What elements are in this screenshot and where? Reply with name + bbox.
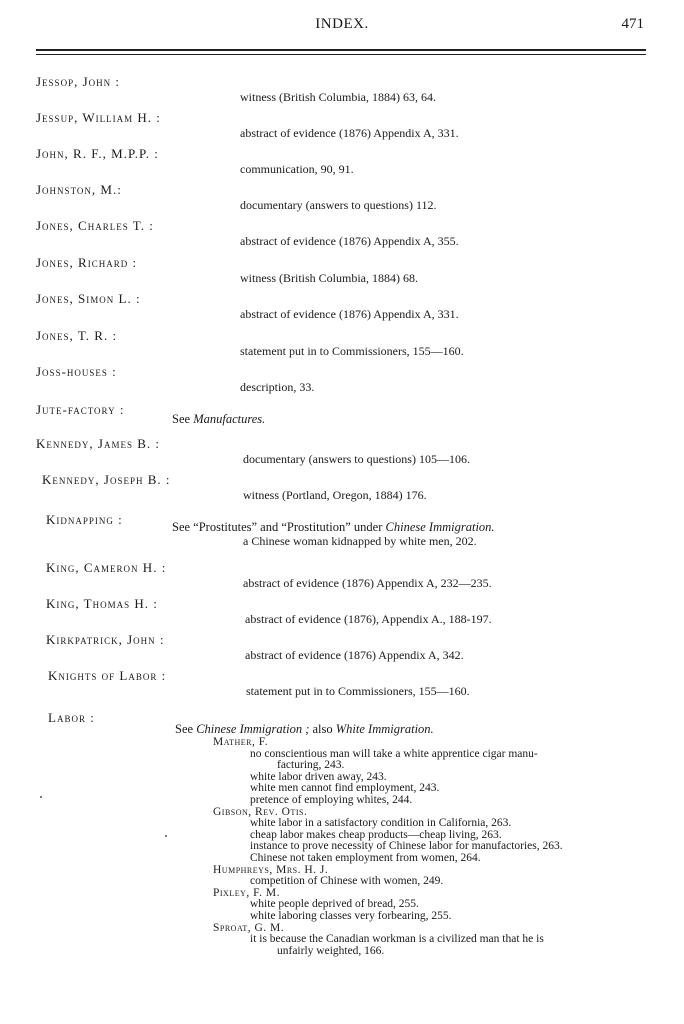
labor-witness-name: Sproat, G. M. bbox=[213, 921, 285, 934]
see-prefix: See bbox=[175, 722, 197, 736]
index-entry bbox=[0, 436, 684, 476]
entry-ref: statement put in to Commissioners, 155—160. bbox=[246, 684, 470, 698]
labor-subentry: white men cannot find employment, 243. bbox=[250, 782, 440, 795]
entry-name: Jones, Richard : bbox=[36, 255, 138, 270]
labor-subentry: it is because the Canadian workman is a civilized man that he is bbox=[250, 933, 544, 946]
entry-name: Kirkpatrick, John : bbox=[46, 632, 165, 647]
entry-ref: abstract of evidence (1876), Appendix A., 188-197. bbox=[245, 612, 492, 626]
labor-subentry: unfairly weighted, 166. bbox=[277, 944, 385, 957]
index-entry bbox=[0, 364, 684, 404]
see-reference bbox=[175, 722, 434, 737]
labor-subentry: competition of Chinese with women, 249. bbox=[250, 875, 444, 888]
entry-name: Kennedy, Joseph B. : bbox=[42, 472, 171, 487]
labor-subentry: instance to prove necessity of Chinese labor for manufactories, 263. bbox=[250, 840, 563, 853]
entry-name: Joss-houses : bbox=[36, 364, 117, 379]
entry-name: Jones, Charles T. : bbox=[36, 218, 154, 233]
entry-name: John, R. F., M.P.P. : bbox=[36, 146, 159, 161]
labor-subentry: cheap labor makes cheap products—cheap living, 263. bbox=[250, 828, 502, 841]
entry-name: King, Cameron H. : bbox=[46, 560, 167, 575]
entry-name: Johnston, M.: bbox=[36, 182, 122, 197]
entry-ref: abstract of evidence (1876) Appendix A, 342. bbox=[245, 648, 464, 662]
labor-subentry: facturing, 243. bbox=[277, 759, 345, 772]
see-target: Manufactures. bbox=[193, 412, 266, 426]
labor-subentry: white laboring classes very forbearing, 255. bbox=[250, 910, 452, 922]
index-entry bbox=[0, 596, 684, 636]
index-entry bbox=[0, 632, 684, 672]
entry-name: Knights of Labor : bbox=[48, 668, 167, 683]
labor-subentry: white people deprived of bread, 255. bbox=[250, 898, 419, 911]
entry-name: Jute-factory : bbox=[36, 402, 125, 417]
labor-subentry: white labor in a satisfactory condition in California, 263. bbox=[250, 817, 512, 830]
index-entry bbox=[0, 291, 684, 331]
labor-witness-name: Pixley, F. M. bbox=[213, 886, 280, 899]
entry-name: Kidnapping : bbox=[46, 512, 123, 527]
entry-ref: witness (Portland, Oregon, 1884) 176. bbox=[243, 488, 427, 502]
entry-ref: documentary (answers to questions) 105—106. bbox=[243, 452, 470, 466]
entry-name: Jessup, William H. : bbox=[36, 110, 161, 125]
index-entry bbox=[0, 218, 684, 258]
labor-subentry: Chinese not taken employment from women, 264. bbox=[250, 852, 481, 864]
see-target: White Immigration. bbox=[335, 722, 434, 736]
entry-ref: documentary (answers to questions) 112. bbox=[240, 198, 437, 212]
scan-speck bbox=[165, 835, 167, 837]
index-entry bbox=[0, 182, 684, 222]
entry-ref: abstract of evidence (1876) Appendix A, 331. bbox=[240, 307, 459, 321]
labor-witness-name: Mather, F. bbox=[213, 736, 269, 748]
see-reference bbox=[172, 412, 265, 427]
index-entry bbox=[0, 560, 684, 600]
labor-witness-name: Humphreys, Mrs. H. J. bbox=[213, 863, 329, 876]
entry-ref: witness (British Columbia, 1884) 68. bbox=[240, 271, 418, 285]
see-connector: also bbox=[309, 722, 336, 736]
header-rule-thin bbox=[36, 54, 646, 55]
header-rule-thick bbox=[36, 49, 646, 51]
entry-name: Labor : bbox=[48, 710, 95, 725]
scan-speck bbox=[40, 796, 42, 798]
index-entry bbox=[0, 668, 684, 708]
entry-name: Kennedy, James B. : bbox=[36, 436, 160, 451]
entry-ref: abstract of evidence (1876) Appendix A, 232—235. bbox=[243, 576, 492, 590]
index-entry bbox=[0, 328, 684, 368]
labor-subentry: pretence of employing whites, 244. bbox=[250, 794, 413, 806]
entry-name: Jones, Simon L. : bbox=[36, 291, 141, 306]
see-reference bbox=[172, 520, 495, 535]
index-entry bbox=[0, 146, 684, 186]
entry-ref: communication, 90, 91. bbox=[240, 162, 354, 176]
entry-ref: description, 33. bbox=[240, 380, 315, 394]
labor-witness-name: Gibson, Rev. Otis. bbox=[213, 805, 308, 818]
entry-name: King, Thomas H. : bbox=[46, 596, 158, 611]
entry-name: Jones, T. R. : bbox=[36, 328, 118, 343]
labor-subentry: no conscientious man will take a white apprentice cigar manu- bbox=[250, 747, 538, 760]
labor-subentry: white labor driven away, 243. bbox=[250, 770, 387, 783]
see-target: Chinese Immigration. bbox=[385, 520, 495, 534]
see-target: Chinese Immigration ; bbox=[196, 722, 310, 736]
entry-ref: abstract of evidence (1876) Appendix A, 331. bbox=[240, 126, 459, 140]
see-prefix: See “Prostitutes” and “Prostitution” under bbox=[172, 520, 386, 534]
entry-name: Jessop, John : bbox=[36, 74, 120, 89]
entry-ref: a Chinese woman kidnapped by white men, 202. bbox=[243, 534, 477, 548]
index-entry bbox=[0, 512, 684, 552]
running-title: INDEX. bbox=[315, 16, 369, 32]
see-prefix: See bbox=[172, 412, 194, 426]
index-entry bbox=[0, 110, 684, 150]
index-entry bbox=[0, 472, 684, 512]
index-entry bbox=[0, 74, 684, 114]
page-number: 471 bbox=[621, 16, 644, 32]
index-entry bbox=[0, 255, 684, 295]
entry-ref: abstract of evidence (1876) Appendix A, 355. bbox=[240, 234, 459, 248]
entry-ref: witness (British Columbia, 1884) 63, 64. bbox=[240, 90, 436, 104]
page-header bbox=[0, 0, 684, 60]
entry-ref: statement put in to Commissioners, 155—160. bbox=[240, 344, 464, 358]
